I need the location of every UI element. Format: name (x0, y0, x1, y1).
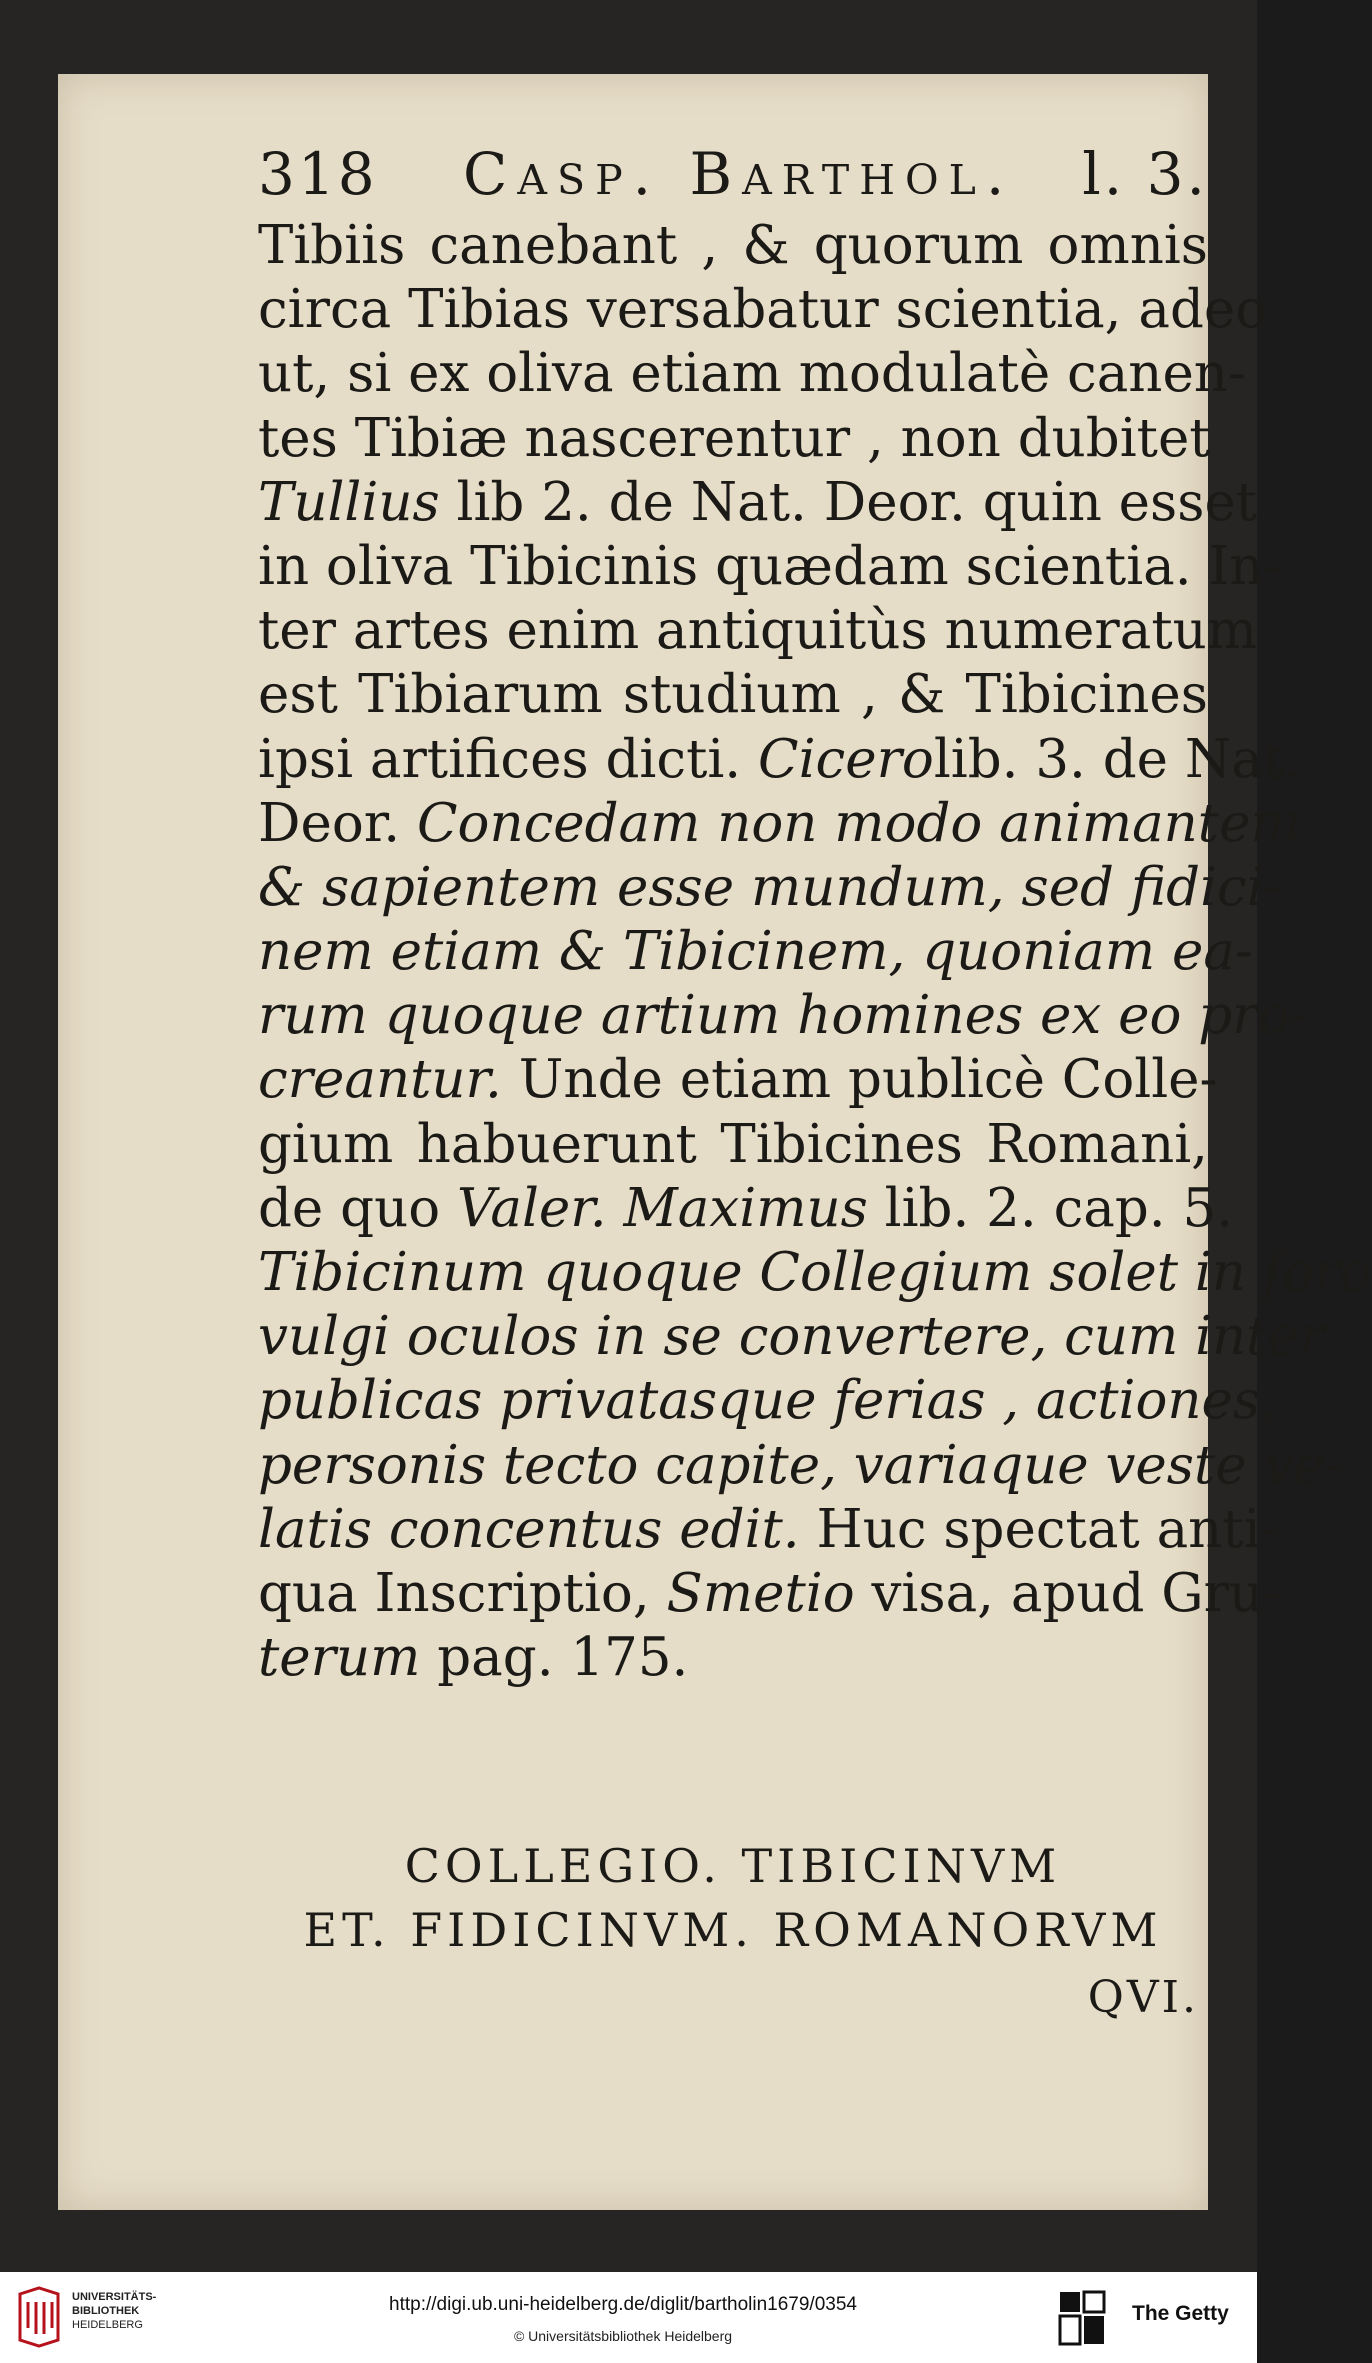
line-text: lib 2. de Nat. Deor. quin esset (439, 471, 1258, 533)
line-text: nem etiam & Tibicinem, quoniam ea- (258, 921, 1253, 983)
page-number: 318 (258, 140, 378, 208)
line-text: & sapientem esse mundum, sed fidici- (258, 856, 1282, 918)
text-line (258, 920, 1253, 984)
inscription-line-1: COLLEGIO. TIBICINVM (404, 1839, 1062, 1893)
line-text: tes Tibiæ nascerentur , non dubitet (258, 407, 1211, 469)
sponsor-name: The Getty (1132, 2302, 1229, 2325)
library-name-line-1: UNIVERSITÄTS- (72, 2291, 157, 2303)
text-line (258, 535, 1282, 599)
getty-logo-icon (1058, 2290, 1108, 2346)
text-line (258, 1241, 1372, 1305)
line-text: in oliva Tibicinis quædam scientia. In- (258, 535, 1282, 597)
italic-prefix: terum (258, 1627, 421, 1689)
text-line (258, 1434, 1343, 1498)
line-text: pag. 175. (420, 1627, 689, 1689)
line-suffix: lib. 3. de Nat. (933, 728, 1302, 790)
text-line (258, 728, 1302, 792)
line-text: Deor. (258, 792, 417, 854)
text-line (258, 1305, 1325, 1369)
permalink-url[interactable]: http://digi.ub.uni-heidelberg.de/diglit/bartholin1679/0354 (389, 2294, 857, 2315)
text-line (258, 342, 1246, 406)
text-line (258, 1626, 1208, 1690)
line-text: Tibicinum quoque Collegium solet in foro (258, 1242, 1372, 1303)
running-header (258, 140, 1208, 220)
university-library-logo-icon (14, 2284, 64, 2348)
line-text: publicas privatasque ferias , actiones, (258, 1370, 1277, 1432)
italic-name: Concedam non modo animantem (416, 792, 1301, 854)
line-text: Unde etiam publicè Colle- (501, 1049, 1218, 1111)
library-name-line-3: HEIDELBERG (72, 2319, 143, 2331)
line-text: circa Tibias versabatur scientia, adeo (258, 279, 1268, 341)
italic-name: Cicero (758, 728, 934, 790)
text-line (258, 1498, 1279, 1562)
line-text: ut, si ex oliva etiam modulatè canen- (258, 343, 1246, 405)
italic-prefix: creantur. (258, 1049, 502, 1111)
running-title: Casp. Barthol. (463, 140, 1015, 208)
library-name (72, 2290, 156, 2332)
text-line (258, 599, 1258, 663)
inscription-line-2: ET. FIDICINVM. ROMANORVM (303, 1903, 1163, 1957)
italic-prefix: latis concentus edit. (258, 1498, 800, 1560)
copyright-notice: © Universitätsbibliothek Heidelberg (513, 2328, 733, 2344)
text-line (258, 1048, 1218, 1112)
italic-prefix: Tullius (258, 471, 440, 533)
text-line (258, 1562, 1282, 1626)
line-text: vulgi oculos in se convertere, cum inter (258, 1306, 1325, 1368)
line-suffix: visa, apud Gru- (854, 1562, 1282, 1624)
text-line (258, 792, 1301, 856)
body-text (258, 214, 1372, 1690)
line-text: rum quoque artium homines ex eo pro- (258, 985, 1308, 1047)
text-line (258, 407, 1211, 471)
italic-name: Smetio (666, 1562, 855, 1624)
text-line (258, 1113, 1208, 1177)
line-text: ter artes enim antiquitùs numeratum (258, 600, 1258, 662)
catchword: QVI. (1087, 1972, 1199, 2023)
library-name-line-2: BIBLIOTHEK (72, 2305, 140, 2317)
book-number: l. 3. (1082, 140, 1208, 208)
line-text: qua Inscriptio, (258, 1562, 667, 1624)
text-line (258, 278, 1268, 342)
text-line (258, 663, 1208, 727)
line-text: de quo (258, 1177, 457, 1239)
line-text: est Tibiarum studium , & Tibicines (258, 664, 1208, 726)
text-line (258, 214, 1208, 278)
line-text: Tibiis canebant , & quorum omnis (258, 215, 1208, 276)
text-line (258, 471, 1258, 535)
italic-name: Valer. Maximus (456, 1177, 868, 1239)
line-text: personis tecto capite, variaque veste ve- (258, 1434, 1343, 1496)
line-text: Huc spectat anti- (799, 1498, 1279, 1560)
text-line (258, 984, 1308, 1048)
line-suffix: lib. 2. cap. 5. (867, 1177, 1234, 1239)
text-line (258, 856, 1282, 920)
text-line (258, 1369, 1277, 1433)
text-line (258, 1177, 1234, 1241)
line-text: ipsi artifices dicti. (258, 728, 759, 790)
line-text: gium habuerunt Tibicines Romani, (258, 1113, 1208, 1175)
footer-bar (0, 2272, 1257, 2363)
